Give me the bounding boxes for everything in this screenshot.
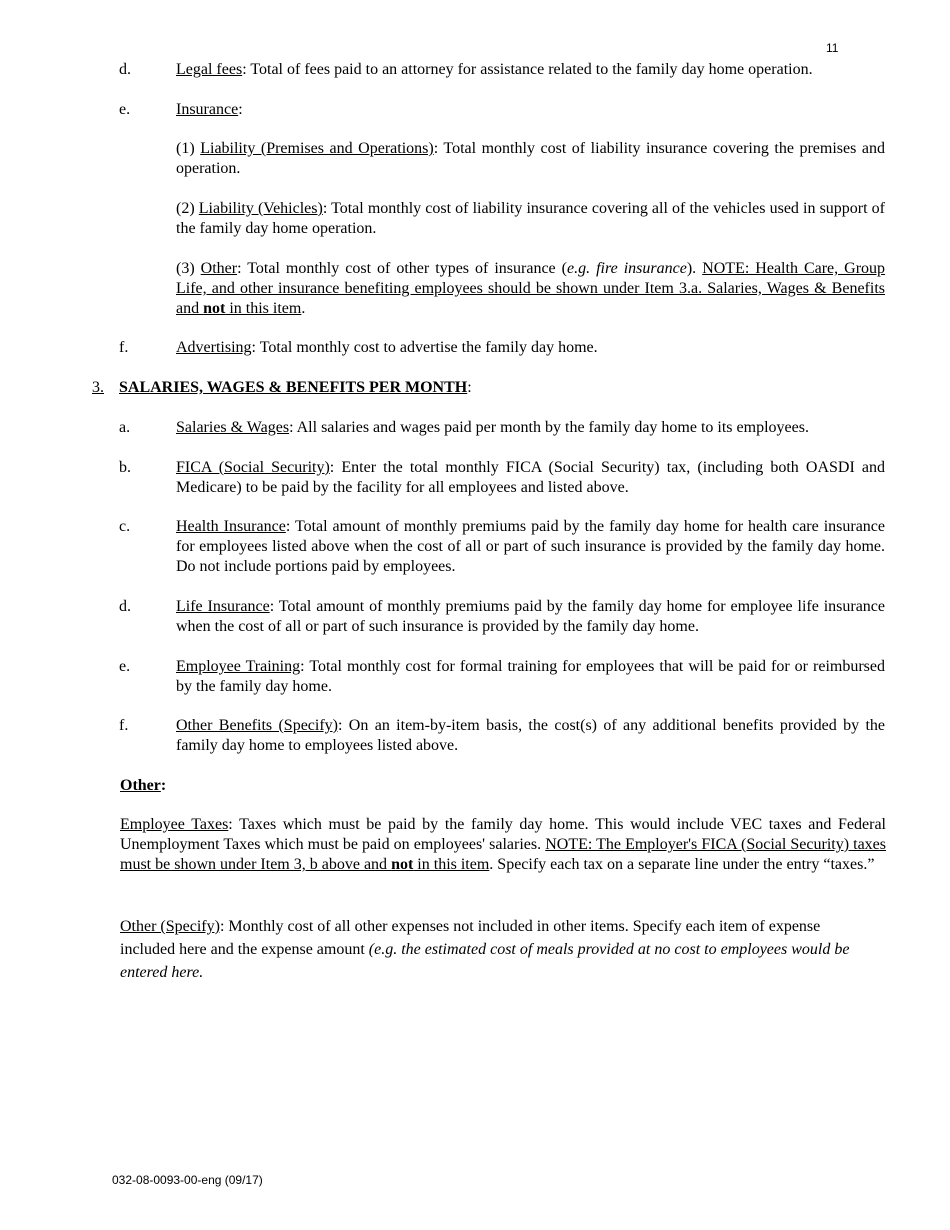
section-3-a-title: Salaries & Wages xyxy=(176,419,290,436)
item-f-label: f. xyxy=(119,339,129,356)
insurance-sub-3-title: Other xyxy=(200,260,238,277)
item-d-label: d. xyxy=(119,61,131,78)
item-e-colon: : xyxy=(238,101,243,118)
section-3-e-label: e. xyxy=(119,658,131,675)
other-heading-text: Other xyxy=(120,777,161,794)
other-heading-colon: : xyxy=(160,777,167,794)
other-specify-paragraph xyxy=(120,915,865,984)
section-3-number-text: 3. xyxy=(92,379,104,396)
employee-taxes-note-a: NOTE: The Employer's FICA (Social Security) taxes must be shown under Item 3, b above and xyxy=(120,836,887,873)
insurance-sub-3-note-b: in this item xyxy=(225,300,302,317)
insurance-sub-3-note-a: NOTE: Health Care, Group Life, and other insurance benefiting employees should be shown under Item 3.a. Salaries, Wages & Benefits and xyxy=(176,260,886,317)
other-specify-title: Other (Specify) xyxy=(120,918,220,935)
other-specify-text: : Monthly cost of all other expenses not included in other items. Specify each item of expense included here and the expense amount xyxy=(120,918,821,958)
item-f-desc: : Total monthly cost to advertise the family day home. xyxy=(251,339,598,356)
other-heading xyxy=(120,776,166,796)
section-3-c-label: c. xyxy=(119,518,131,535)
section-3-title: SALARIES, WAGES & BENEFITS PER MONTH xyxy=(119,379,468,396)
section-3-b-text xyxy=(176,458,885,498)
section-3-number xyxy=(92,378,104,398)
section-3-d-desc: : Total amount of monthly premiums paid by the family day home for employee life insurance when the cost of all or part of such insurance is provided by the family day home. xyxy=(176,598,886,635)
insurance-sub-2-num: (2) xyxy=(176,200,199,217)
employee-taxes-text-b: . Specify each tax on a separate line under the entry “taxes.” xyxy=(489,856,875,873)
section-3-f-label: f. xyxy=(119,717,129,734)
employee-taxes-text-a: : Taxes which must be paid by the family day home. This would include VEC taxes and Federal Unemployment Taxes which must be paid on employees' salaries. xyxy=(120,816,886,853)
section-3-b-desc: : Enter the total monthly FICA (Social Security) tax, (including both OASDI and Medicare) to be paid by the facility for all employees and listed above. xyxy=(176,459,885,496)
insurance-sub-3-example: e.g. fire insurance xyxy=(567,260,687,277)
insurance-sub-3-text-a: : Total monthly cost of other types of insurance ( xyxy=(237,260,567,277)
insurance-sub-1-num: (1) xyxy=(176,140,201,157)
section-3-heading xyxy=(119,378,472,398)
employee-taxes-note-b: in this item xyxy=(413,856,490,873)
section-3-c-title: Health Insurance xyxy=(176,518,286,535)
item-d-text xyxy=(176,60,885,80)
item-e-title: Insurance xyxy=(176,101,239,118)
insurance-sub-3-text-b: ). xyxy=(686,260,703,277)
item-d-title: Legal fees xyxy=(176,61,243,78)
insurance-sub-3-note-bold: not xyxy=(203,300,226,317)
other-specify-example: (e.g. the estimated cost of meals provided at no cost to employees would be entered here. xyxy=(120,941,850,981)
item-e-label: e. xyxy=(119,101,131,118)
insurance-sub-1-title: Liability (Premises and Operations) xyxy=(200,140,434,157)
form-footer: 032-08-0093-00-eng (09/17) xyxy=(112,1173,263,1187)
section-3-e-text xyxy=(176,657,885,697)
employee-taxes-title: Employee Taxes xyxy=(120,816,229,833)
page-number: 11 xyxy=(826,41,839,55)
section-3-e-desc: : Total monthly cost for formal training for employees that will be paid for or reimbursed by the family day home. xyxy=(176,658,886,695)
section-3-b-title: FICA (Social Security) xyxy=(176,459,330,476)
item-d-desc: : Total of fees paid to an attorney for assistance related to the family day home operation. xyxy=(242,61,813,78)
section-3-f-text xyxy=(176,716,885,756)
item-f-title: Advertising xyxy=(176,339,252,356)
section-3-colon: : xyxy=(467,379,472,396)
insurance-sub-3-num: (3) xyxy=(176,260,201,277)
insurance-sub-1-text: : Total monthly cost of liability insurance covering the premises and operation. xyxy=(176,140,886,177)
insurance-sub-3-end: . xyxy=(301,300,306,317)
insurance-sub-1 xyxy=(176,139,885,179)
item-e-heading xyxy=(176,100,885,120)
section-3-d-text xyxy=(176,597,885,637)
section-3-b-label: b. xyxy=(119,459,131,476)
section-3-a-desc: : All salaries and wages paid per month by the family day home to its employees. xyxy=(289,419,809,436)
section-3-f-title: Other Benefits (Specify) xyxy=(176,717,338,734)
section-3-d-label: d. xyxy=(119,598,131,615)
section-3-d-title: Life Insurance xyxy=(176,598,270,615)
section-3-f-desc: : On an item-by-item basis, the cost(s) of any additional benefits provided by the family day home to employees listed above. xyxy=(176,717,885,754)
item-f-text xyxy=(176,338,885,358)
section-3-a-text xyxy=(176,418,885,438)
insurance-sub-3 xyxy=(176,259,885,319)
insurance-sub-2 xyxy=(176,199,885,239)
section-3-a-label: a. xyxy=(119,419,131,436)
section-3-c-text xyxy=(176,517,885,577)
section-3-c-desc: : Total amount of monthly premiums paid by the family day home for health care insurance for employees listed above when the cost of all or part of such insurance is provided by the family day home. Do not include portions paid by employees. xyxy=(176,518,885,575)
insurance-sub-2-text: : Total monthly cost of liability insurance covering all of the vehicles used in support of the family day home operation. xyxy=(176,200,886,237)
employee-taxes-paragraph xyxy=(120,815,886,875)
section-3-e-title: Employee Training xyxy=(176,658,301,675)
insurance-sub-2-title: Liability (Vehicles) xyxy=(198,200,323,217)
employee-taxes-note-bold: not xyxy=(391,856,414,873)
